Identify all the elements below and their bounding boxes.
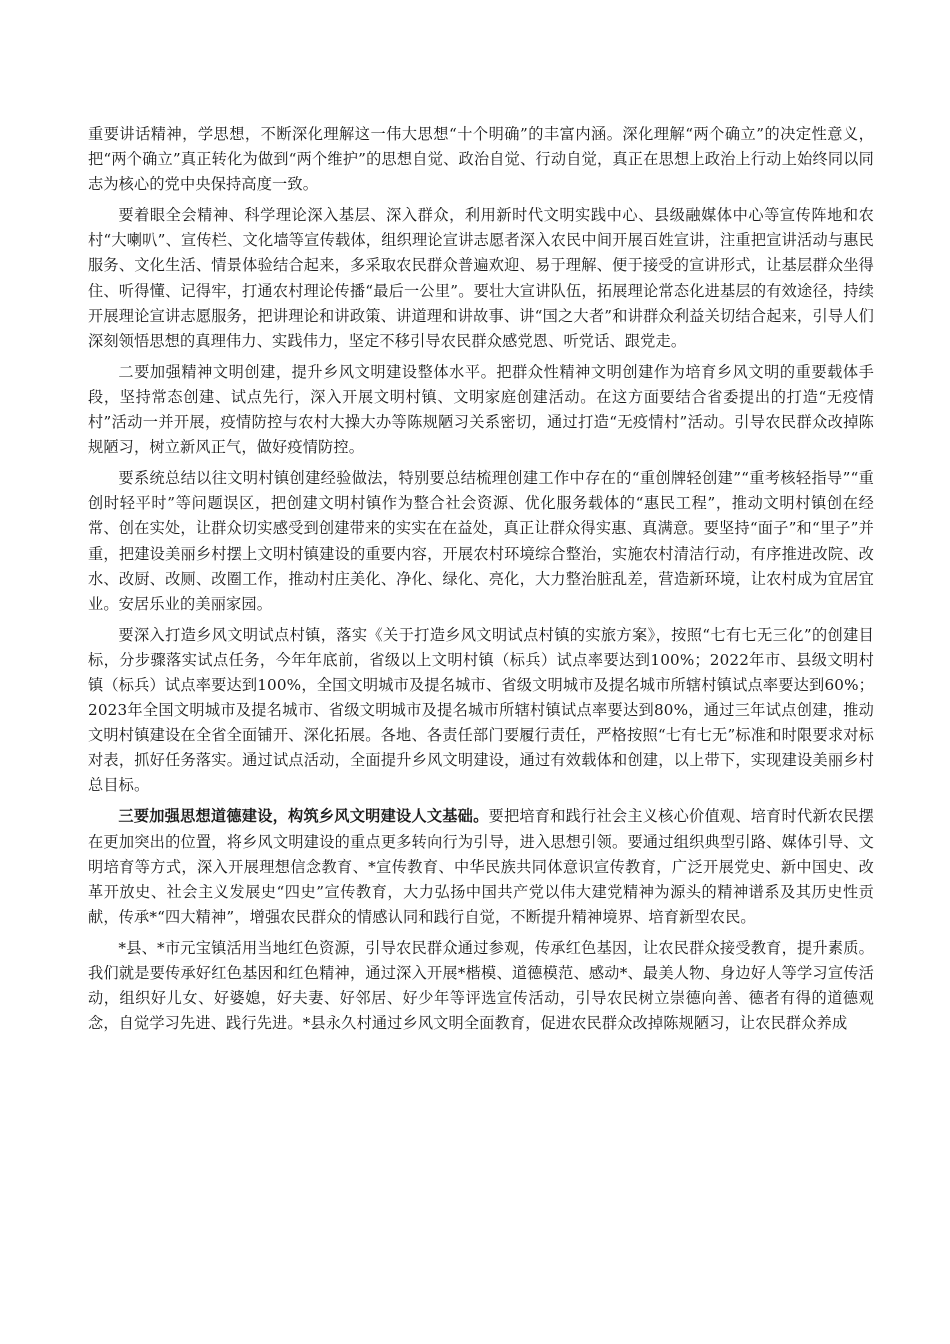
paragraph-7-text: *县、*市元宝镇活用当地红色资源，引导农民群众通过参观，传承红色基因，让农民群众接受教育，提升素质。我们就是要传承好红色基因和红色精神，通过深入开展*楷模、道德模范、感动*、最美人物、身边好人等学习宣传活动，组织好儿女、好婆媳，好夫妻、好邻居、好少年等评选宣传活动，引导农民树立崇德向善、德者有得的道德观念，自觉学习先进、践行先进。*县永久村通过乡风文明全面教育，促进农民群众改掉陈规陋习，让农民群众养成 — [88, 938, 874, 1033]
paragraph-5 — [88, 623, 874, 799]
paragraph-4 — [88, 466, 874, 617]
paragraph-6-text: 要把培育和践行社会主义核心价值观、培育时代新农民摆在更加突出的位置，将乡风文明建设的重点更多转向行为引导，进入思想引领。要通过组织典型引路、媒体引导、文明培育等方式，深入开展理想信念教育、*宣传教育、中华民族共同体意识宣传教育，广泛开展党史、新中国史、改革开放史、社会主义发展史“四史”宣传教育，大力弘扬中国共产党以伟大建党精神为源头的精神谱系及其历史性贡献，传承*“四大精神”，增强农民群众的情感认同和践行自觉，不断提升精神境界、培育新型农民。 — [88, 807, 875, 926]
paragraph-6 — [88, 804, 874, 929]
paragraph-2 — [88, 203, 874, 354]
paragraph-4-text: 要系统总结以往文明村镇创建经验做法，特别要总结梳理创建工作中存在的“重创牌轻创建”“重考核轻指导”“重创时轻平时”等问题误区，把创建文明村镇作为整合社会资源、优化服务载体的“惠民工程”，推动文明村镇创在经常、创在实处，让群众切实感受到创建带来的实实在在益处，真正让群众得实惠、真满意。要坚持“面子”和“里子”并重，把建设美丽乡村摆上文明村镇建设的重要内容，开展农村环境综合整治，实施农村清洁行动，有序推进改院、改水、改厨、改厕、改圈工作，推动村庄美化、净化、绿化、亮化，大力整治脏乱差，营造新环境，让农村成为宜居宜业。安居乐业的美丽家园。 — [88, 469, 874, 613]
paragraph-7 — [88, 936, 874, 1036]
document-page — [88, 122, 874, 1042]
paragraph-3 — [88, 360, 874, 460]
paragraph-3-text: 二要加强精神文明创建，提升乡风文明建设整体水平。把群众性精神文明创建作为培育乡风文明的重要载体手段，坚持常态创建、试点先行，深入开展文明村镇、文明家庭创建活动。在这方面要结合省委提出的打造“无疫情村”活动一并开展，疫情防控与农村大操大办等陈规陋习关系密切，通过打造“无疫情村”活动。引导农民群众改掉陈规陋习，树立新风正气，做好疫情防控。 — [88, 362, 874, 457]
paragraph-6-heading: 三要加强思想道德建设，构筑乡风文明建设人文基础。 — [118, 807, 489, 826]
paragraph-2-text: 要着眼全会精神、科学理论深入基层、深入群众，利用新时代文明实践中心、县级融媒体中心等宣传阵地和农村“大喇叭”、宣传栏、文化墙等宣传载体，组织理论宣讲志愿者深入农民中间开展百姓宣讲，注重把宣讲活动与惠民服务、文化生活、情景体验结合起来，多采取农民群众普遍欢迎、易于理解、便于接受的宣讲形式，让基层群众坐得住、听得懂、记得牢，打通农村理论传播“最后一公里”。要壮大宣讲队伍，拓展理论常态化进基层的有效途径，持续开展理论宣讲志愿服务，把讲理论和讲政策、讲道理和讲故事、讲“国之大者”和讲群众利益关切结合起来，引导人们深刻领悟思想的真理伟力、实践伟力，坚定不移引导农民群众感党恩、听党话、跟党走。 — [88, 206, 874, 350]
paragraph-1-text: 重要讲话精神，学思想，不断深化理解这一伟大思想“十个明确”的丰富内涵。深化理解“两个确立”的决定性意义，把“两个确立”真正转化为做到“两个维护”的思想自觉、政治自觉、行动自觉，真正在思想上政治上行动上始终同以同志为核心的党中央保持高度一致。 — [88, 125, 874, 194]
paragraph-1 — [88, 122, 874, 197]
paragraph-5-text: 要深入打造乡风文明试点村镇，落实《关于打造乡风文明试点村镇的实旅方案》，按照“七有七无三化”的创建目标，分步骤落实试点任务，今年年底前，省级以上文明村镇（标兵）试点率要达到100%；2022年市、县级文明村镇（标兵）试点率要达到100%，全国文明城市及提名城市、省级文明城市及提名城市所辖村镇试点率要达到60%；2023年全国文明城市及提名城市、省级文明城市及提名城市所辖村镇试点率要达到80%，通过三年试点创建，推动文明村镇建设在全省全面铺开、深化拓展。各地、各责任部门要履行责任，严格按照“七有七无”标准和时限要求对标对表，抓好任务落实。通过试点活动，全面提升乡风文明建设，通过有效载体和创建，以上带下，实现建设美丽乡村总目标。 — [88, 625, 874, 795]
